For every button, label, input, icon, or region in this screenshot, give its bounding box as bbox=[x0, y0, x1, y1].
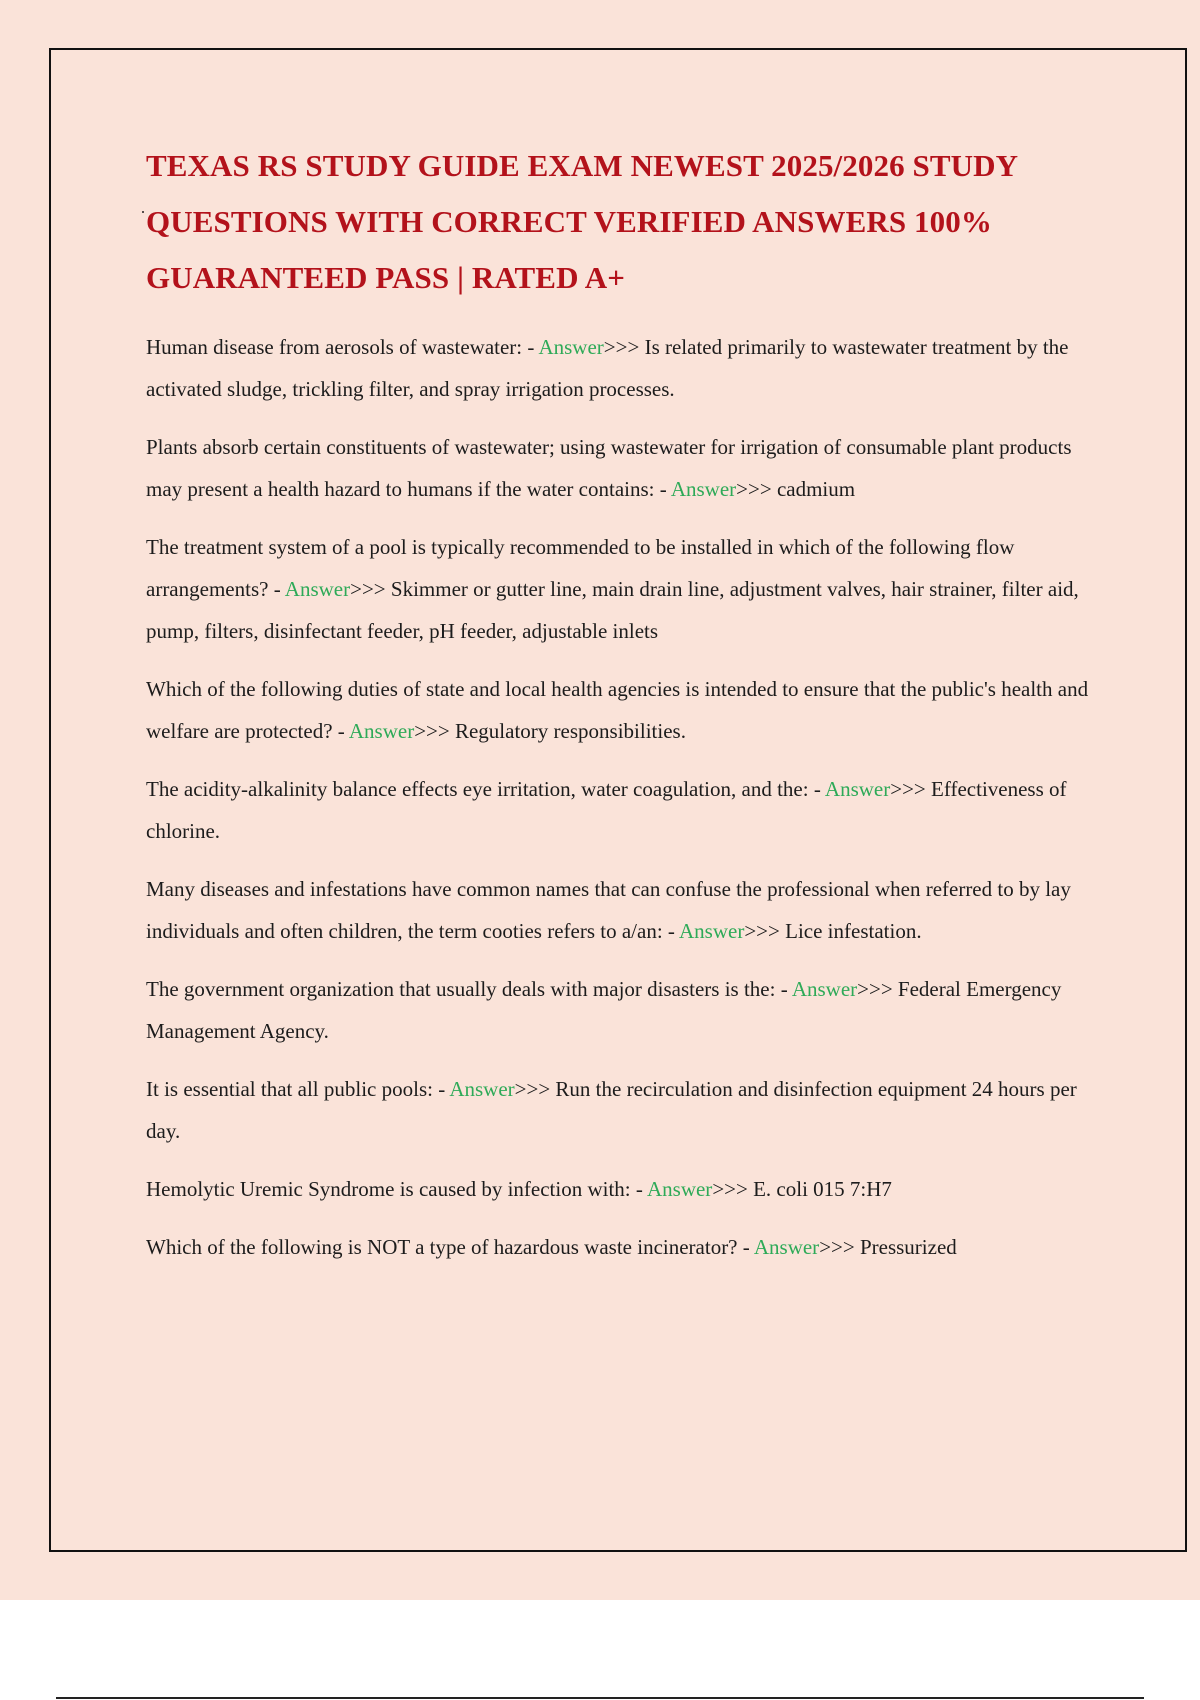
answer-label: Answer bbox=[348, 719, 415, 743]
qa-item bbox=[146, 768, 1096, 852]
qa-item bbox=[146, 868, 1096, 952]
answer-marker: >>> bbox=[744, 919, 786, 943]
question-text: It is essential that all public pools: bbox=[146, 1077, 433, 1101]
stray-dot bbox=[142, 211, 144, 213]
answer-text: Effectiveness of chlorine. bbox=[146, 777, 1067, 843]
question-text: The acidity-alkalinity balance effects eye irritation, water coagulation, and the: bbox=[146, 777, 809, 801]
answer-text: Federal Emergency Management Agency. bbox=[146, 977, 1062, 1043]
qa-item bbox=[146, 326, 1096, 410]
qa-separator: - bbox=[432, 1077, 450, 1101]
answer-marker: >>> bbox=[350, 577, 391, 601]
qa-separator: - bbox=[654, 477, 671, 501]
answer-label: Answer bbox=[753, 1235, 820, 1259]
question-text: Plants absorb certain constituents of wastewater; using wastewater for irrigation of consumable plant products may present a health hazard to humans if the water contains: bbox=[146, 435, 1072, 501]
qa-separator: - bbox=[522, 335, 539, 359]
qa-separator: - bbox=[737, 1235, 754, 1259]
document-content bbox=[146, 138, 1096, 1284]
answer-text: Regulatory responsibilities. bbox=[454, 719, 686, 743]
answer-label: Answer bbox=[284, 577, 351, 601]
answer-text: Skimmer or gutter line, main drain line, adjustment valves, hair strainer, filter aid, pump, filters, disinfectant feeder, pH feeder, adjustable inlets bbox=[146, 577, 1079, 643]
qa-item bbox=[146, 426, 1096, 510]
answer-text: E. coli 015 7:H7 bbox=[753, 1177, 892, 1201]
qa-item bbox=[146, 968, 1096, 1052]
answer-marker: >>> bbox=[819, 1235, 860, 1259]
document-title: TEXAS RS STUDY GUIDE EXAM NEWEST 2025/2026 STUDY QUESTIONS WITH CORRECT VERIFIED ANSWERS 100% GUARANTEED PASS | RATED A+ bbox=[146, 148, 1017, 295]
qa-separator: - bbox=[808, 777, 825, 801]
qa-separator: - bbox=[662, 919, 680, 943]
bottom-rule-divider bbox=[56, 1697, 1144, 1699]
question-text: Which of the following duties of state and local health agencies is intended to ensure that the public's health and welfare are protected? bbox=[146, 677, 1089, 743]
answer-label: Answer bbox=[449, 1077, 515, 1101]
answer-label: Answer bbox=[646, 1177, 713, 1201]
answer-marker: >>> bbox=[603, 335, 645, 359]
qa-item bbox=[146, 1226, 1096, 1268]
qa-item bbox=[146, 1168, 1096, 1210]
answer-text: Lice infestation. bbox=[785, 919, 922, 943]
question-text: Many diseases and infestations have common names that can confuse the professional when referred to by lay individuals and often children, the term cooties refers to a/an: bbox=[146, 877, 1071, 943]
qa-item bbox=[146, 668, 1096, 752]
question-text: Which of the following is NOT a type of hazardous waste incinerator? bbox=[146, 1235, 738, 1259]
question-text: The treatment system of a pool is typically recommended to be installed in which of the following flow arrangements? bbox=[146, 535, 1015, 601]
qa-item bbox=[146, 526, 1096, 652]
qa-separator: - bbox=[332, 719, 349, 743]
answer-marker: >>> bbox=[857, 977, 898, 1001]
answer-text: Run the recirculation and disinfection equipment 24 hours per day. bbox=[146, 1077, 1077, 1143]
question-text: Hemolytic Uremic Syndrome is caused by infection with: bbox=[146, 1177, 631, 1201]
qa-item bbox=[146, 1068, 1096, 1152]
qa-separator: - bbox=[630, 1177, 647, 1201]
answer-label: Answer bbox=[824, 777, 891, 801]
answer-marker: >>> bbox=[890, 777, 932, 801]
answer-label: Answer bbox=[791, 977, 858, 1001]
answer-text: cadmium bbox=[776, 477, 856, 501]
answer-text: Pressurized bbox=[859, 1235, 957, 1259]
question-text: The government organization that usually deals with major disasters is the: bbox=[146, 977, 776, 1001]
qa-separator: - bbox=[268, 577, 285, 601]
answer-marker: >>> bbox=[514, 1077, 556, 1101]
question-text: Human disease from aerosols of wastewater: bbox=[146, 335, 523, 359]
answer-text: Is related primarily to wastewater treatment by the activated sludge, trickling filter, and spray irrigation processes. bbox=[146, 335, 1069, 401]
qa-separator: - bbox=[775, 977, 792, 1001]
answer-marker: >>> bbox=[414, 719, 455, 743]
answer-label: Answer bbox=[670, 477, 737, 501]
answer-label: Answer bbox=[538, 335, 604, 359]
answer-marker: >>> bbox=[736, 477, 777, 501]
answer-label: Answer bbox=[679, 919, 745, 943]
answer-marker: >>> bbox=[712, 1177, 754, 1201]
